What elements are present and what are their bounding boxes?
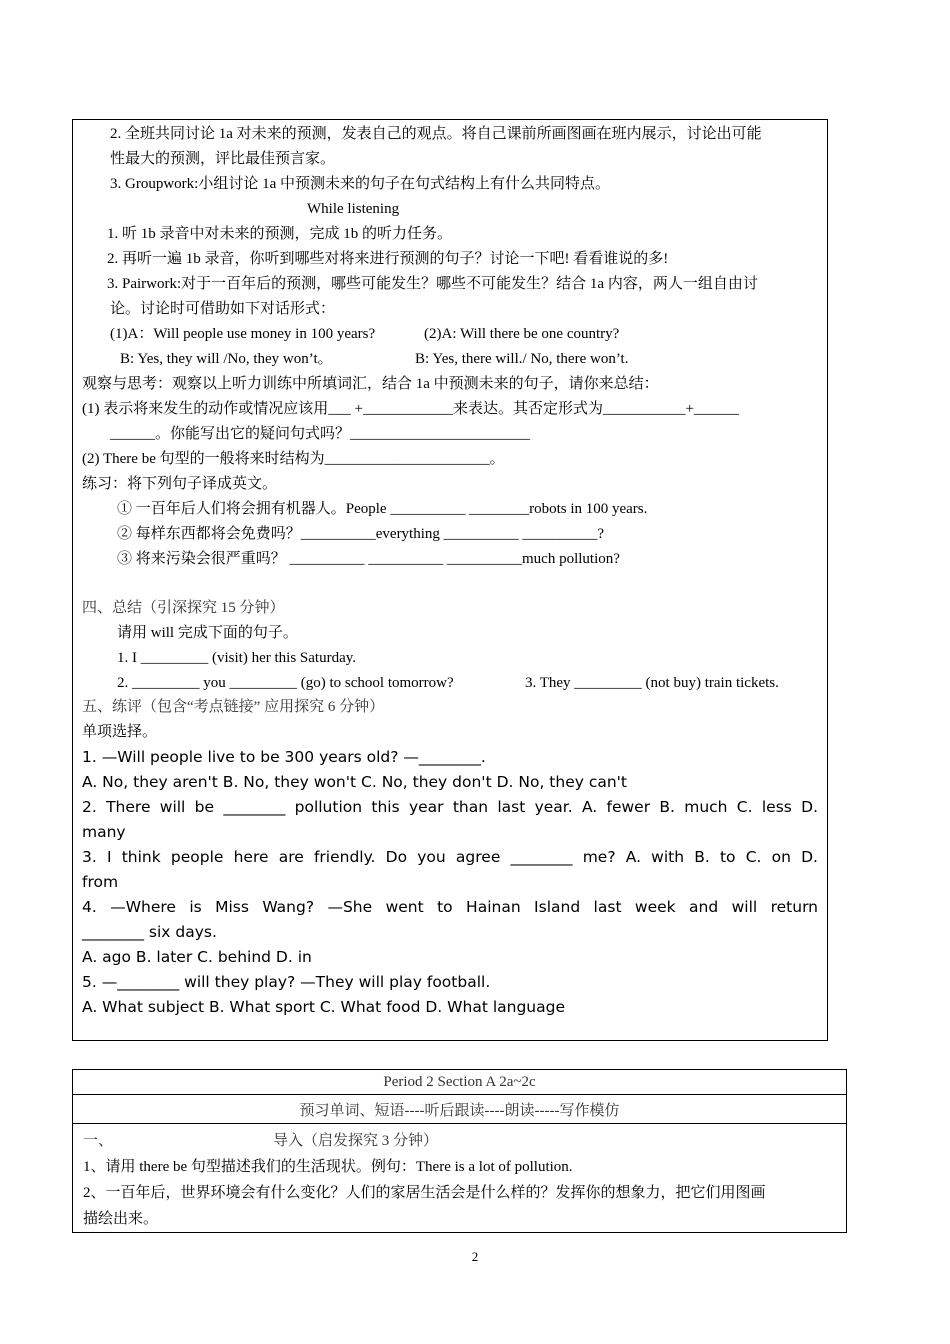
section-heading: While listening: [307, 201, 400, 217]
question: 5. —________ will they play? —They will play football.: [82, 973, 491, 991]
exercise-item: 3. They _________ (not buy) train tickets.: [525, 675, 779, 691]
question: 2. There will be ________ pollution this year than last year. A. fewer B. much C. less D.: [82, 798, 818, 816]
period-table: [72, 1069, 847, 1233]
exercise-item: 1. I _________ (visit) her this Saturday.: [117, 650, 356, 666]
question: 3. I think people here are friendly. Do you agree ________ me? A. with B. to C. on D.: [82, 848, 818, 866]
exercise-item: 2. _________ you _________ (go) to school tomorrow?: [117, 675, 454, 691]
text-line: (2) There be 句型的一般将来时结构为______________________。: [82, 451, 505, 467]
question-options: A. No, they aren't B. No, they won't C. No, they don't D. No, they can't: [82, 773, 628, 791]
question-options: A. What subject B. What sport C. What food D. What language: [82, 998, 565, 1016]
section-number: 一、: [83, 1133, 114, 1149]
page-number: 2: [471, 1249, 479, 1264]
exercise-item: ③ 将来污染会很严重吗？ __________ __________ __________much pollution?: [117, 551, 620, 567]
text-line: 3. Pairwork:对于一百年后的预测，哪些可能发生？哪些不可能发生？结合 1a 内容，两人一组自由讨: [107, 276, 758, 292]
period-title: Period 2 Section A 2a~2c: [73, 1070, 847, 1095]
dialog-line: B: Yes, there will./ No, there won’t.: [415, 351, 629, 367]
text-line: 练习：将下列句子译成英文。: [82, 476, 278, 492]
section-heading: 导入（启发探究 3 分钟）: [273, 1133, 439, 1149]
exercise-item: ② 每样东西都将会免费吗？__________everything __________ __________?: [117, 526, 605, 542]
text-line: 1、请用 there be 句型描述我们的生活现状。例句：There is a lot of pollution.: [83, 1159, 573, 1175]
section-heading: 四、总结（引深探究 15 分钟）: [82, 600, 285, 616]
dialog-line: (1)A：Will people use money in 100 years?: [110, 326, 376, 342]
text-line: 描绘出来。: [83, 1211, 159, 1227]
text-line: 1. 听 1b 录音中对未来的预测，完成 1b 的听力任务。: [107, 226, 453, 242]
question-continued: ________ six days.: [82, 923, 217, 941]
dialog-line: (2)A: Will there be one country?: [424, 326, 620, 342]
text-line: (1) 表示将来发生的动作或情况应该用___ +____________来表达。其否定形式为___________+______: [82, 401, 739, 417]
question-continued: many: [82, 823, 126, 841]
text-line: 2、一百年后，世界环境会有什么变化？人们的家居生活会是什么样的？发挥你的想象力，把它们用图画: [83, 1185, 766, 1201]
question-continued: from: [82, 873, 119, 891]
text-line: 性最大的预测，评比最佳预言家。: [110, 151, 336, 167]
text-line: 论。讨论时可借助如下对话形式：: [110, 301, 336, 317]
text-line: 2. 再听一遍 1b 录音，你听到哪些对将来进行预测的句子？讨论一下吧! 看看谁说的多!: [107, 251, 669, 267]
dialog-line: B: Yes, they will /No, they won’t。: [120, 351, 333, 367]
period-subtitle: 预习单词、短语----听后跟读----朗读-----写作模仿: [73, 1095, 847, 1124]
text-line: 观察与思考：观察以上听力训练中所填词汇，结合 1a 中预测未来的句子，请你来总结：: [82, 376, 659, 392]
question: 1. —Will people live to be 300 years old? —________.: [82, 748, 486, 766]
question-options: A. ago B. later C. behind D. in: [82, 948, 312, 966]
question: 4. —Where is Miss Wang? —She went to Hainan Island last week and will return: [82, 898, 818, 916]
text-line: 请用 will 完成下面的句子。: [117, 625, 298, 641]
text-line: 3. Groupwork:小组讨论 1a 中预测未来的句子在句式结构上有什么共同特点。: [110, 176, 610, 192]
text-line: 单项选择。: [82, 724, 158, 740]
intro-cell: [73, 1124, 847, 1233]
text-line: ______。你能写出它的疑问句式吗？________________________: [110, 426, 531, 442]
section-heading: 五、练评（包含“考点链接” 应用探究 6 分钟）: [82, 699, 385, 715]
text-line: 2. 全班共同讨论 1a 对未来的预测，发表自己的观点。将自己课前所画图画在班内展示，讨论出可能: [110, 126, 762, 142]
exercise-item: ① 一百年后人们将会拥有机器人。People __________ ________robots in 100 years.: [117, 501, 648, 517]
